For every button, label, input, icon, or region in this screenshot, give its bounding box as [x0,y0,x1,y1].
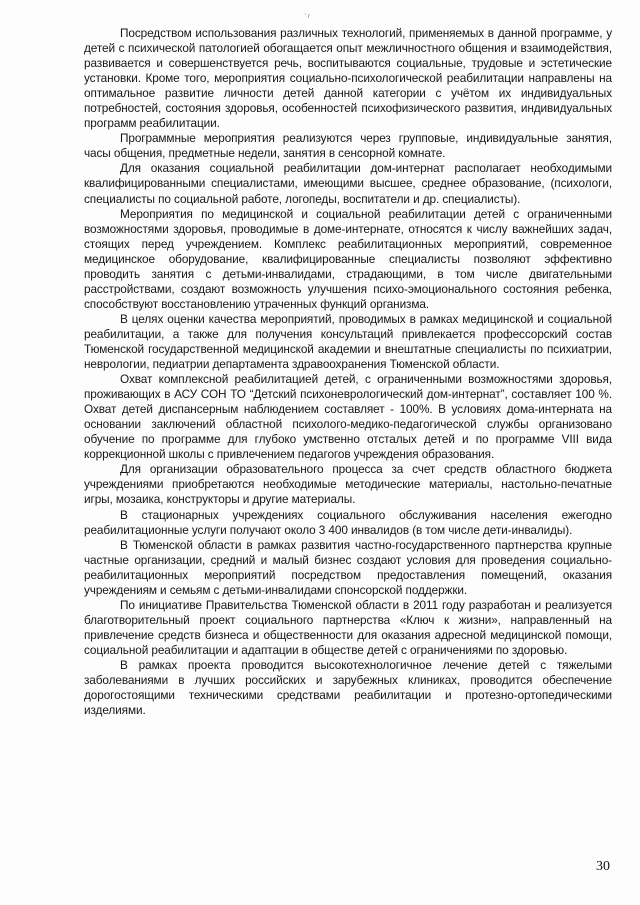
paragraph-1: Посредством использования различных технологий, применяемых в данной программе, у детей с психической патологией обогащается опыт межличностного общения и взаимодействия, развивается и совершенствуется речь, воспитываются социальные, трудовые и эстетические установки. Кроме того, мероприятия социально-психологической реабилитации направлены на оптимальное развитие личности детей данной категории с учётом их индивидуальных потребностей, состояния здоровья, особенностей психофизического развития, индивидуальных программ реабилитации. [84,26,612,131]
paragraph-5: В целях оценки качества мероприятий, проводимых в рамках медицинской и социальной реабилитации, а также для получения консультаций привлекается профессорский состав Тюменской государственной медицинской академии и внештатные специалисты по психиатрии, неврологии, педиатрии департамента здравоохранения Тюменской области. [84,311,612,372]
body-text [84,26,612,718]
paragraph-10: По инициативе Правительства Тюменской области в 2011 году разработан и реализуется благотворительный проект социального партнерства «Ключ к жизни», направленный на привлечение средств бизнеса и общественности для оказания адресной медицинской помощи, социальной реабилитации и адаптации в обществе детей с ограничениями по здоровью. [84,597,612,657]
paragraph-8: В стационарных учреждениях социального обслуживания населения ежегодно реабилитационные услуги получают около 3 400 инвалидов (в том числе дети-инвалиды). [84,507,612,537]
paragraph-6: Охват комплексной реабилитацией детей, с ограниченными возможностями здоровья, проживающих в АСУ СОН ТО “Детский психоневрологический дом-интернат”, составляет 100 %. Охват детей диспансерным наблюдением составляет - 100%. В условиях дома-интерната на основании заключений областной психолого-медико-педагогической службы организовано обучение по программе для глубоко умственно отсталых детей и по программе VIII вида коррекционной школы с привлечением педагогов учреждения образования. [84,372,612,462]
paragraph-9: В Тюменской области в рамках развития частно-государственного партнерства крупные частные организации, средний и малый бизнес создают условия для проведения социально-реабилитационных мероприятий посредством предоставления помещений, оказания учреждениям и семьям с детьми-инвалидами спонсорской поддержки. [84,537,612,597]
paragraph-11: В рамках проекта проводится высокотехнологичное лечение детей с тяжелыми заболеваниями в лучших российских и зарубежных клиниках, проводится обеспечение дорогостоящими техническими средствами реабилитации и протезно-ортопедическими изделиями. [84,657,612,718]
paragraph-7: Для организации образовательного процесса за счет средств областного бюджета учреждениями приобретаются необходимые методические материалы, настольно-печатные игры, мозаика, конструкторы и другие материалы. [84,462,612,507]
paragraph-3: Для оказания социальной реабилитации дом-интернат располагает необходимыми квалифицированными специалистами, имеющими высшее, среднее образование, (психологи, специалисты по социальной работе, логопеды, воспитатели и др. специалисты). [84,161,612,206]
paragraph-4: Мероприятия по медицинской и социальной реабилитации детей с ограниченными возможностями здоровья, проводимые в доме-интернате, относятся к числу важнейших задач, стоящих перед учреждением. Комплекс реабилитационных мероприятий, современное медицинское оборудование, квалифицированные специалисты позволяют эффективно проводить занятия с детьми-инвалидами, страдающими, в том числе двигательными расстройствами, создают возможность улучшения психо-эмоционального состояния ребенка, способствуют восстановлению утраченных функций организма. [84,206,612,311]
scan-mark: ' r [305,14,310,20]
paragraph-2: Программные мероприятия реализуются через групповые, индивидуальные занятия, часы общения, предметные недели, занятия в сенсорной комнате. [84,131,612,161]
page-number: 30 [596,859,610,874]
